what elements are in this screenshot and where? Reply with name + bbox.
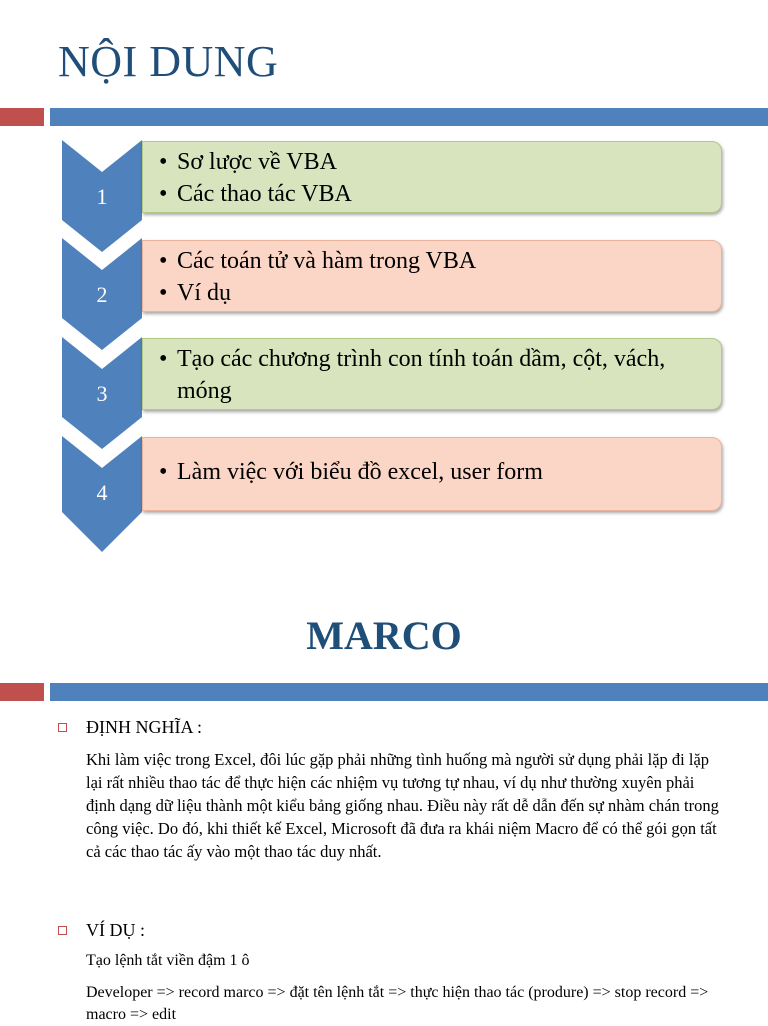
step-1-box bbox=[142, 141, 722, 213]
title-underline-band bbox=[0, 108, 768, 126]
bullet-item: • Làm việc với biểu đồ excel, user form bbox=[177, 456, 707, 488]
band-red-segment bbox=[0, 683, 44, 701]
square-bullet-icon bbox=[58, 926, 67, 935]
bullet-item: • Ví dụ bbox=[177, 277, 707, 309]
slide-title-marco: MARCO bbox=[306, 613, 462, 658]
step-2-box bbox=[142, 240, 722, 312]
definition-heading-label: ĐỊNH NGHĨA : bbox=[86, 717, 202, 737]
chevron-step-3 bbox=[62, 337, 142, 449]
title-underline-band bbox=[0, 683, 768, 701]
example-heading-label: VÍ DỤ : bbox=[86, 920, 145, 940]
step-number: 1 bbox=[96, 184, 108, 209]
chevron-step-2 bbox=[62, 238, 142, 350]
example-text: Developer => record marco => đặt tên lệnh tắt => thực hiện thao tác (produre) => stop record => macro => edit bbox=[86, 984, 709, 1023]
band-blue-segment bbox=[50, 683, 768, 701]
bullet-item: • Tạo các chương trình con tính toán dầm, cột, vách, móng bbox=[177, 343, 697, 407]
band-red-segment bbox=[0, 108, 44, 126]
step-4-box bbox=[142, 437, 722, 511]
bullet-item: • Các thao tác VBA bbox=[177, 178, 707, 210]
bullet-item: • Các toán tử và hàm trong VBA bbox=[177, 245, 707, 277]
slide-title-noi-dung: NỘI DUNG bbox=[58, 37, 279, 86]
step-number: 2 bbox=[96, 282, 108, 307]
chevron-step-4 bbox=[62, 436, 142, 552]
square-bullet-icon bbox=[58, 723, 67, 732]
step-number: 3 bbox=[96, 381, 108, 406]
example-title: Tạo lệnh tắt viền đậm 1 ô bbox=[86, 952, 250, 969]
definition-text: Khi làm việc trong Excel, đôi lúc gặp phải những tình huống mà người sử dụng phải lặp đi lặp lại rất nhiều thao tác để thực hiện các nhiệm vụ tương tự nhau, ví dụ như thường xuyên phải định dạng dữ liệu thành một kiểu bảng giống nhau. Điều này rất dễ dẫn đến sự nhàm chán trong công việc. Do đó, khi thiết kế Excel, Microsoft đã đưa ra khái niệm Macro để có thể gói gọn tất cả các thao tác ấy vào một thao tác duy nhất. bbox=[86, 750, 719, 861]
band-blue-segment bbox=[50, 108, 768, 126]
bullet-item: • Sơ lược về VBA bbox=[177, 146, 707, 178]
step-number: 4 bbox=[96, 480, 108, 505]
chevron-step-1 bbox=[62, 140, 142, 252]
step-3-box bbox=[142, 338, 722, 410]
